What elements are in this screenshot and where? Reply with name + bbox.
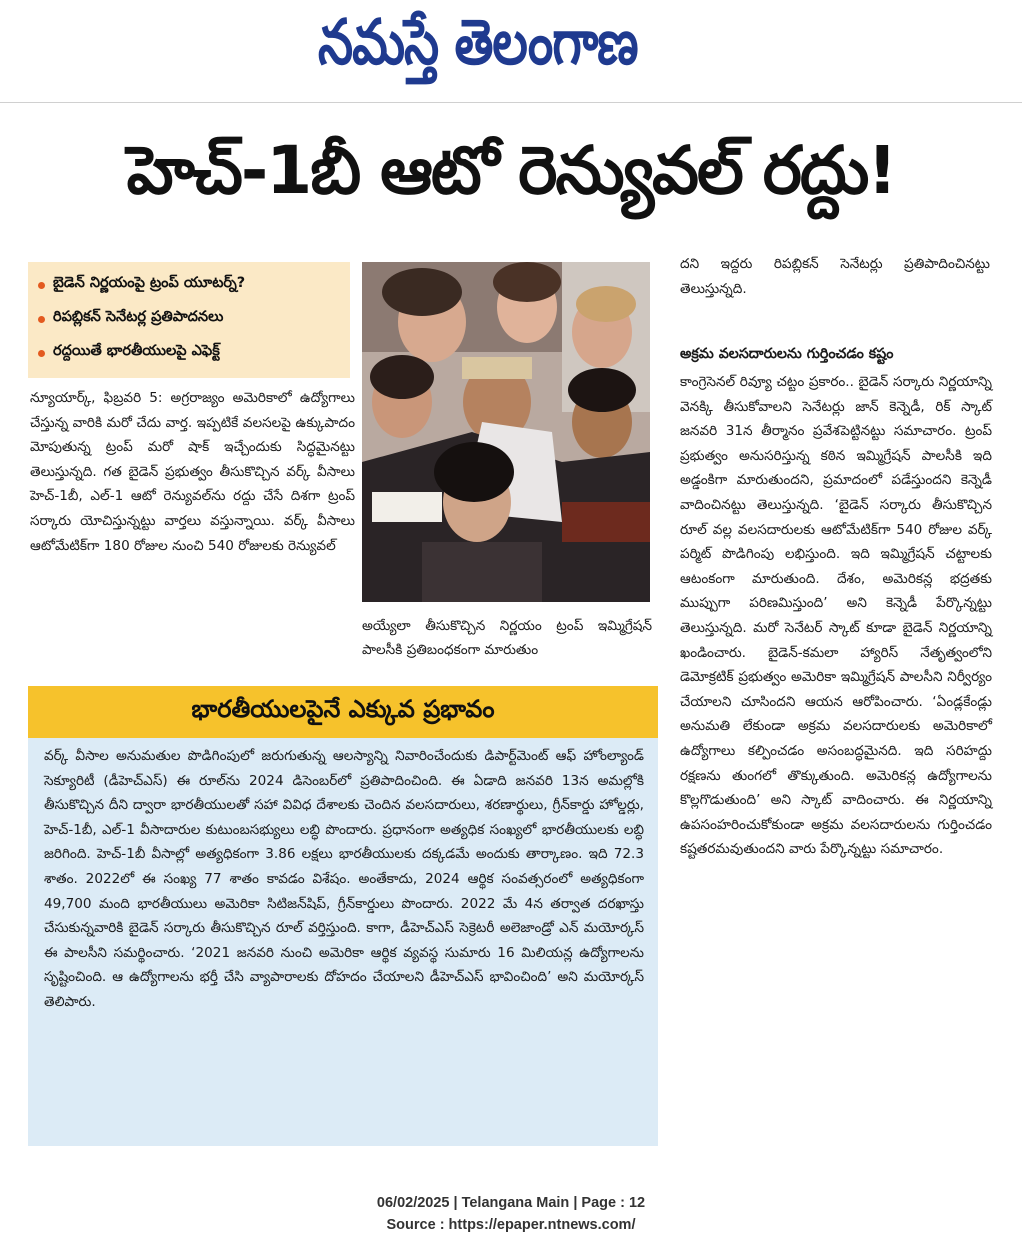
- footer-date-edition: 06/02/2025 | Telangana Main | Page : 12: [376, 1195, 646, 1211]
- highlight-text: బైడెన్‌ నిర్ణయంపై ట్రంప్‌ యూటర్న్‌?: [53, 275, 246, 291]
- masthead-divider: [0, 102, 1022, 103]
- section-subheading: అక్రమ వలసదారులను గుర్తించడం కష్టం: [680, 346, 894, 362]
- highlight-text: రద్దయితే భారతీయులపై ఎఫెక్ట్‌: [53, 343, 220, 359]
- newspaper-logo: నమస్తే తెలంగాణ: [318, 6, 638, 79]
- article-right-column: కాంగ్రెసెనల్‌ రివ్యూ చట్టం ప్రకారం.. బైడెన్‌ సర్కారు నిర్ణయాన్ని వెనక్కి తీసుకోవాలని సెనేటర్లు జాన్‌ కెన్నెడీ, రిక్‌ స్కాట్‌ జనవరి 31న తీర్మానం ప్రవేశపెట్టినట్టు సమాచారం. ట్రంప్‌ ప్రభుత్వం అనుసరిస్తున్న కఠిన ఇమ్మిగ్రేషన్‌ పాలసీకి ఇది అడ్డంకిగా మారుతుందని, ప్రమాదంలో పడేస్తుందని కెన్నెడీ వాదించినట్టు తెలుస్తున్నది. ‘బైడెన్‌ సర్కారు తీసుకొచ్చిన రూల్‌ వల్ల వలసదారులకు ఆటోమేటిక్‌గా 540 రోజుల వర్క్‌ పర్మిట్‌ పొడిగింపు లభిస్తుంది. ఇది ఇమ్మిగ్రేషన్‌ చట్టాలకు ఆటంకంగా మారుతుంది. దేశం, అమెరికన్ల భద్రతకు ముప్పుగా పరిణమిస్తుంది’ అని కెన్నెడీ పేర్కొన్నట్టు తెలుస్తున్నది. మరో సెనేటర్‌ స్కాట్‌ కూడా బైడెన్‌ నిర్ణయాన్ని ఖండించారు. బైడెన్‌-కమలా హ్యారిస్‌ నేతృత్వంలోని డెమోక్రటిక్‌ ప్రభుత్వం అమెరికా ఇమ్మిగ్రేషన్‌ పాలసీని నిర్వీర్యం చేయాలని చూసిందని ఆయన ఆరోపించారు. ‘ఏండ్లకేండ్లు అనుమతి లేకుండా అక్రమ వలసదారులకు అమెరికాలో ఉద్యోగాలు కల్పించడం అసంబద్ధమైనది. ఇది సరిహద్దు రక్షణను తుంగలో తొక్కుతుంది. అమెరికన్ల ఉద్యోగాలను కొల్లగొడుతుంది’ అని స్కాట్‌ వాదించారు. ఈ నిర్ణయాన్ని ఉపసంహరించుకోకుండా అక్రమ వలసదారులను గుర్తించడం కష్టతరమవుతుందని వారు పేర్కొన్నట్టు సమాచారం.: [680, 374, 992, 858]
- article-right-column-top: దని ఇద్దరు రిపబ్లికన్‌ సెనేటర్లు ప్రతిపాదించినట్టు తెలుస్తున్నది.: [680, 256, 990, 297]
- highlights-box: [28, 262, 350, 378]
- highlight-text: రిపబ్లికన్‌ సెనేటర్ల ప్రతిపాదనలు: [53, 309, 224, 325]
- students-photo-illustration: [362, 262, 650, 602]
- highlight-item: [38, 268, 340, 302]
- article-left-column: న్యూయార్క్‌, ఫిబ్రవరి 5: అగ్రరాజ్యం అమెరికాలో ఉద్యోగాలు చేస్తున్న వారికి మరో చేదు వార్త. ఇప్పటికే వలసలపై ఉక్కుపాదం మోపుతున్న ట్రంప్‌ మరో షాక్‌ ఇచ్చేందుకు సిద్ధమైనట్టు తెలుస్తున్నది. గత బైడెన్‌ ప్రభుత్వం తీసుకొచ్చిన వర్క్‌ వీసాలు హెచ్‌-1బీ, ఎల్‌-1 ఆటో రెన్యువల్‌ను రద్దు చేసే దిశగా ట్రంప్‌ సర్కారు యోచిస్తున్నట్టు వార్తలు వస్తున్నాయి. వర్క్‌ వీసాలు ఆటోమేటిక్‌గా 180 రోజుల నుంచి 540 రోజులకు రెన్యువల్‌: [30, 390, 355, 554]
- box-body-text: వర్క్‌ వీసాల అనుమతుల పొడిగింపులో జరుగుతున్న ఆలస్యాన్ని నివారించేందుకు డిపార్ట్‌మెంట్‌ ఆఫ్‌ హోంల్యాండ్‌ సెక్యూరిటీ (డీహెచ్‌ఎస్‌) ఈ రూల్‌ను 2024 డిసెంబర్‌లో ప్రతిపాదించింది. ఈ ఏడాది జనవరి 13న అమల్లోకి తీసుకొచ్చిన దీని ద్వారా భారతీయులతో సహా వివిధ దేశాలకు చెందిన వలసదారులు, శరణార్థులు, గ్రీన్‌కార్డు హోల్డర్లు, హెచ్‌-1బీ, ఎల్‌-1 వీసాదారుల కుటుంబసభ్యులు లబ్ధి పొందారు. ప్రధానంగా అత్యధిక సంఖ్యలో భారతీయులకు లబ్ధి జరిగింది. హెచ్‌-1బీ వీసాల్లో అత్యధికంగా 3.86 లక్షలు భారతీయులకు దక్కడమే అందుకు తార్కాణం. ఇది 72.3 శాతం. 2022లో ఈ సంఖ్య 77 శాతం కావడం విశేషం. అంతేకాదు, 2024 ఆర్థిక సంవత్సరంలో అత్యధికంగా 49,700 మంది భారతీయులు అమెరికా సిటిజన్‌షిప్‌, గ్రీన్‌కార్డులు పొందారు. 2022 మే 4న తర్వాత దరఖాస్తు చేసుకున్నవారికి బైడెన్‌ సర్కారు తీసుకొచ్చిన రూల్‌ వర్తిస్తుంది. కాగా, డీహెచ్‌ఎస్‌ సెక్రెటరీ అలెజాండ్రో ఎన్‌ మయోర్కస్‌ ఈ పాలసీని సమర్థించారు. ‘2021 జనవరి నుంచి అమెరికా ఆర్థిక వ్యవస్థ సుమారు 16 మిలియన్ల ఉద్యోగాలను సృష్టించింది. ఆ ఉద్యోగాలను భర్తీ చేసి వ్యాపారాలకు దోహదం చేయాలని డీహెచ్‌ఎస్‌ భావించింది’ అని మయోర్కస్‌ తెలిపారు.: [44, 748, 644, 1010]
- box-body: [28, 738, 658, 1146]
- article-middle-text: అయ్యేలా తీసుకొచ్చిన నిర్ణయం ట్రంప్‌ ఇమ్మిగ్రేషన్‌ పాలసీకి ప్రతిబంధకంగా మారుతుం: [362, 618, 652, 658]
- masthead: [0, 0, 1022, 92]
- bullet-icon: [38, 282, 45, 289]
- page-footer: [0, 1192, 1022, 1236]
- footer-source[interactable]: Source : https://epaper.ntnews.com/: [386, 1217, 636, 1233]
- bullet-icon: [38, 350, 45, 357]
- page-title: హెచ్‌-1బీ ఆటో రెన్యువల్‌ రద్దు!: [126, 132, 896, 209]
- highlight-item: [38, 336, 340, 370]
- box-heading: భారతీయులపైనే ఎక్కువ ప్రభావం: [28, 686, 658, 738]
- news-photo: [362, 262, 650, 602]
- bullet-icon: [38, 316, 45, 323]
- highlight-item: [38, 302, 340, 336]
